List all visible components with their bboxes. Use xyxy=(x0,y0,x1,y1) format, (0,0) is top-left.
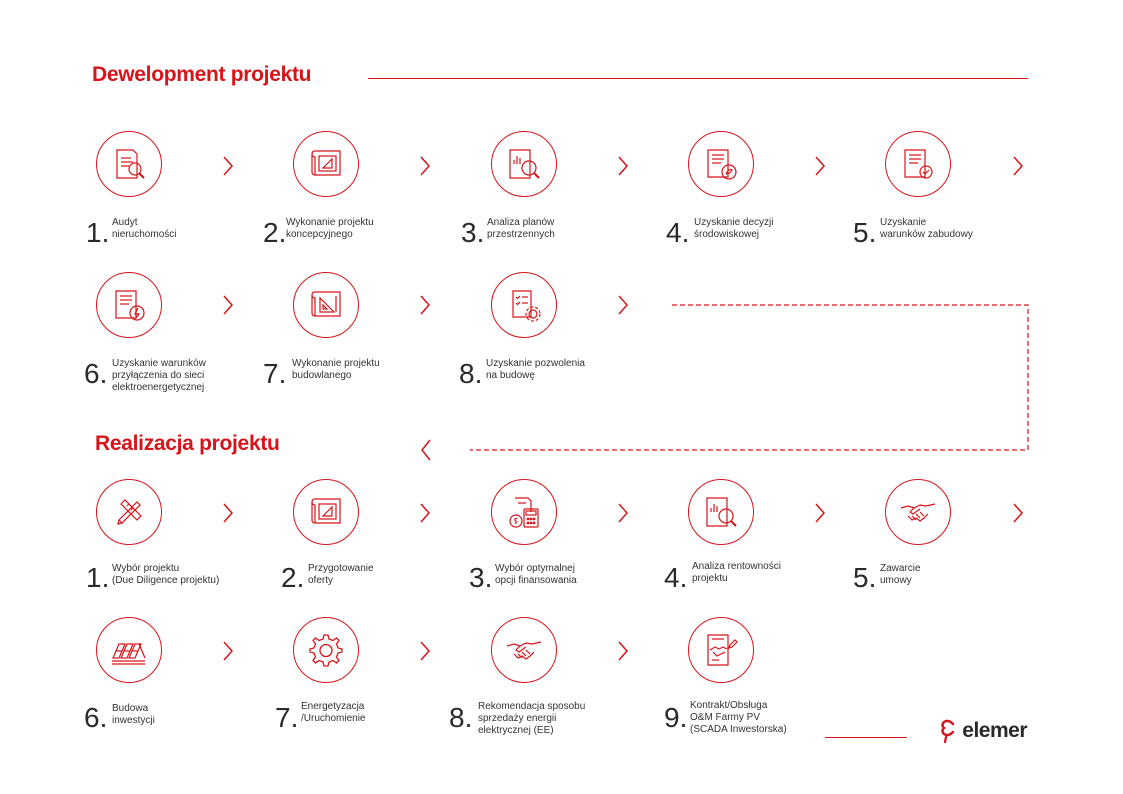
step-label: Analiza planów przestrzennych xyxy=(487,217,555,240)
chart-magnifier-icon xyxy=(688,479,754,545)
step-label: Wybór optymalnej opcji finansowania xyxy=(495,563,577,586)
chevron-right-icon xyxy=(418,294,432,316)
chart-magnifier-icon xyxy=(491,131,557,197)
step-label: Wykonanie projektu koncepcyjnego xyxy=(286,217,374,240)
chevron-right-icon xyxy=(418,640,432,662)
chevron-right-icon xyxy=(616,294,630,316)
pencil-ruler-icon xyxy=(96,479,162,545)
checklist-gear-icon xyxy=(491,272,557,338)
step-label: Uzyskanie warunków zabudowy xyxy=(880,217,973,240)
real-step-9 xyxy=(664,617,876,747)
chevron-right-icon xyxy=(221,155,235,177)
step-label: Analiza rentowności projektu xyxy=(692,561,781,584)
blueprint-ruler-icon xyxy=(293,272,359,338)
logo-text: elemer xyxy=(962,719,1027,742)
elemer-logo xyxy=(940,718,1027,744)
step-number: 2. xyxy=(263,217,287,248)
real-step-5 xyxy=(853,479,1073,609)
step-number: 6. xyxy=(84,702,108,733)
step-number: 7. xyxy=(275,702,299,733)
handshake-icon xyxy=(491,617,557,683)
chevron-right-icon xyxy=(813,502,827,524)
real-step-8 xyxy=(449,617,679,747)
solar-panels-icon xyxy=(96,617,162,683)
step-label: Audyt nieruchomości xyxy=(112,217,177,240)
chevron-right-icon xyxy=(1011,155,1025,177)
step-label: Wykonanie projektu budowlanego xyxy=(292,358,380,381)
step-number: 7. xyxy=(263,358,287,389)
chevron-right-icon xyxy=(221,640,235,662)
dev-step-6 xyxy=(84,272,287,402)
development-heading-rule xyxy=(368,78,1028,79)
elemer-logo-mark-icon xyxy=(940,718,956,744)
step-number: 1. xyxy=(86,562,110,593)
step-label: Kontrakt/Obsługa O&M Farmy PV (SCADA Inwestorska) xyxy=(690,700,787,735)
dev-step-2 xyxy=(263,131,481,261)
step-label: Uzyskanie pozwolenia na budowę xyxy=(486,358,585,381)
realization-heading: Realizacja projektu xyxy=(95,432,280,455)
step-number: 3. xyxy=(461,217,485,248)
dev-step-8 xyxy=(459,272,679,402)
handshake-icon xyxy=(885,479,951,545)
footer-rule xyxy=(825,737,907,738)
step-number: 4. xyxy=(666,217,690,248)
real-step-4 xyxy=(664,479,876,609)
step-number: 8. xyxy=(449,702,473,733)
chevron-right-icon xyxy=(418,155,432,177)
real-step-3 xyxy=(469,479,679,609)
chevron-right-icon xyxy=(616,155,630,177)
chevron-right-icon xyxy=(1011,502,1025,524)
dev-step-1 xyxy=(86,131,287,261)
dev-step-7 xyxy=(263,272,481,402)
chevron-right-icon xyxy=(616,640,630,662)
document-leaf-icon xyxy=(688,131,754,197)
chevron-right-icon xyxy=(616,502,630,524)
step-label: Rekomendacja sposobu sprzedaży energii elektrycznej (EE) xyxy=(478,701,586,736)
step-number: 5. xyxy=(853,217,877,248)
document-certificate-icon xyxy=(885,131,951,197)
chevron-right-icon xyxy=(418,502,432,524)
step-label: Budowa inwestycji xyxy=(112,703,155,726)
chevron-right-icon xyxy=(221,502,235,524)
real-step-2 xyxy=(281,479,481,609)
real-step-6 xyxy=(84,617,284,747)
calculator-coins-icon xyxy=(491,479,557,545)
step-label: Uzyskanie decyzji środowiskowej xyxy=(694,217,774,240)
step-number: 8. xyxy=(459,358,483,389)
chevron-right-icon xyxy=(221,294,235,316)
dev-step-4 xyxy=(666,131,876,261)
document-search-icon xyxy=(96,131,162,197)
step-number: 1. xyxy=(86,217,110,248)
contract-handshake-icon xyxy=(688,617,754,683)
step-number: 6. xyxy=(84,358,108,389)
step-number: 2. xyxy=(281,562,305,593)
document-lightning-icon xyxy=(96,272,162,338)
blueprint-icon xyxy=(293,131,359,197)
step-label: Przygotowanie oferty xyxy=(308,563,374,586)
step-number: 3. xyxy=(469,562,493,593)
chevron-right-icon xyxy=(813,155,827,177)
step-label: Wybór projektu (Due Diligence projektu) xyxy=(112,563,220,586)
blueprint-icon xyxy=(293,479,359,545)
development-heading: Dewelopment projektu xyxy=(92,63,312,86)
real-step-1 xyxy=(86,479,284,609)
dev-step-5 xyxy=(853,131,1073,261)
step-label: Uzyskanie warunków przyłączenia do sieci elektroenergetycznej xyxy=(112,358,206,393)
step-number: 4. xyxy=(664,562,688,593)
dev-step-3 xyxy=(461,131,679,261)
step-label: Energetyzacja /Uruchomienie xyxy=(301,701,366,724)
step-number: 5. xyxy=(853,562,877,593)
gear-icon xyxy=(293,617,359,683)
step-label: Zawarcie umowy xyxy=(880,563,921,586)
step-number: 9. xyxy=(664,702,688,733)
